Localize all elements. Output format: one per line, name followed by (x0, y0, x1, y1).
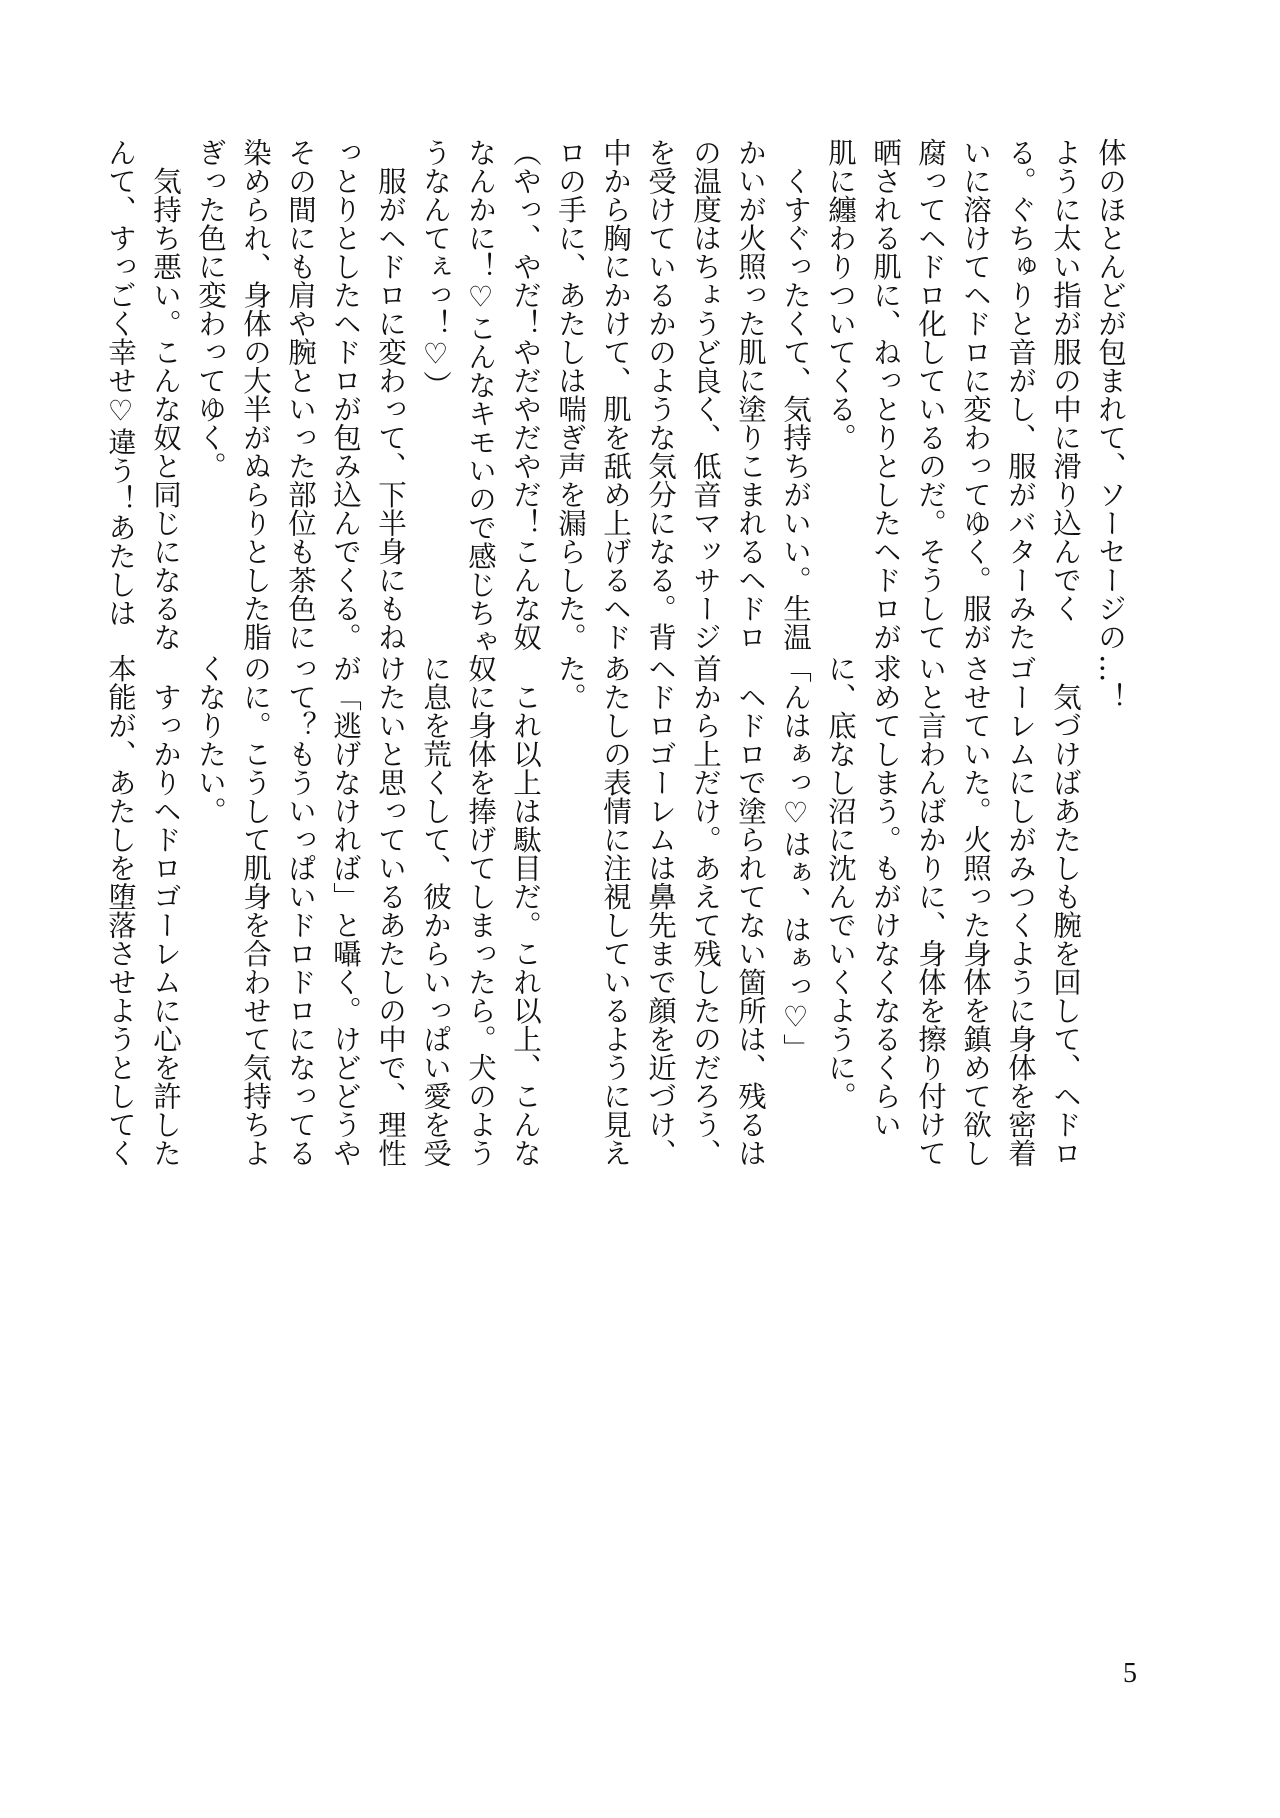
text-line: （やっ、やだ！やだやだやだ！こんな奴 (509, 138, 542, 651)
text-line: すっかりヘドロゴーレムに心を許した (149, 654, 182, 1167)
text-line: に、底なし沼に沈んでいくように。 (824, 654, 857, 1110)
text-line: 求めてしまう。もがけなくなるくらい (869, 654, 902, 1139)
text-line: けたいと思っているあたしの中で、理性 (374, 654, 407, 1167)
text-line: 染められ、身体の大半がぬらりとした脂 (239, 138, 272, 651)
text-line: これ以上は駄目だ。これ以上、こんな (509, 654, 542, 1167)
text-line: その間にも肩や腕といった部位も茶色に (284, 138, 317, 651)
text-line: ように太い指が服の中に滑り込んでく (1049, 138, 1082, 623)
text-line: って？もういっぱいドロドロになってる (284, 654, 317, 1167)
text-line: 気持ち悪い。こんな奴と同じになるな (149, 138, 182, 651)
text-line: 気づけばあたしも腕を回して、ヘドロ (1049, 654, 1082, 1167)
text-line: なんかに！♡こんなキモいので感じちゃ (464, 138, 497, 656)
text-line: くなりたい。 (194, 654, 227, 825)
text-line: を受けているかのような気分になる。背 (644, 138, 677, 651)
lower-text-block (104, 654, 1133, 1167)
text-line: っとりとしたヘドロが包み込んでくる。 (329, 138, 362, 651)
text-line: …！ (1094, 654, 1127, 711)
text-line: 奴に身体を捧げてしまったら。犬のよう (464, 654, 497, 1167)
text-line: た。 (554, 654, 587, 711)
text-line: 中から胸にかけて、肌を舐め上げるヘド (599, 138, 632, 651)
text-line: んて、すっごく幸せ♡違う！あたしは (104, 138, 137, 627)
upper-text-block (104, 138, 1133, 656)
text-line: の温度はちょうど良く、低音マッサージ (689, 138, 722, 651)
text-line: ぎった色に変わってゆく。 (194, 138, 227, 480)
text-line: のに。こうして肌身を合わせて気持ちよ (239, 654, 272, 1167)
text-line: うなんてぇっ！♡） (419, 138, 452, 399)
text-line: いに溶けてヘドロに変わってゆく。服が (959, 138, 992, 651)
text-line: に息を荒くして、彼からいっぱい愛を受 (419, 654, 452, 1167)
text-line: 肌に纏わりついてくる。 (824, 138, 857, 452)
text-line: ヘドロゴーレムは鼻先まで顔を近づけ、 (644, 654, 677, 1167)
text-line: くすぐったくて、気持ちがいい。生温 (779, 138, 812, 651)
text-line: る。ぐちゅりと音がし、服がバターみた (1004, 138, 1037, 651)
text-line: させていた。火照った身体を鎮めて欲し (959, 654, 992, 1167)
text-line: ゴーレムにしがみつくように身体を密着 (1004, 654, 1037, 1167)
text-line: が「逃げなければ」と囁く。けどどうや (329, 654, 362, 1167)
text-line: 「んはぁっ♡はぁ、はぁっ♡」 (779, 654, 812, 1062)
text-line: 本能が、あたしを堕落させようとしてく (104, 654, 137, 1167)
text-line: 服がヘドロに変わって、下半身にもね (374, 138, 407, 651)
text-line: ロの手に、あたしは喘ぎ声を漏らした。 (554, 138, 587, 651)
text-line: 腐ってヘドロ化しているのだ。そうして (914, 138, 947, 651)
text-line: かいが火照った肌に塗りこまれるヘドロ (734, 138, 767, 651)
text-line: 晒される肌に、ねっとりとしたヘドロが (869, 138, 902, 651)
page-number: 5 (1123, 1658, 1137, 1689)
text-line: ヘドロで塗られてない箇所は、残るは (734, 654, 767, 1167)
text-line: 首から上だけ。あえて残したのだろう、 (689, 654, 722, 1167)
text-line: 体のほとんどが包まれて、ソーセージの (1094, 138, 1127, 651)
text-line: いと言わんばかりに、身体を擦り付けて (914, 654, 947, 1167)
text-line: あたしの表情に注視しているように見え (599, 654, 632, 1167)
